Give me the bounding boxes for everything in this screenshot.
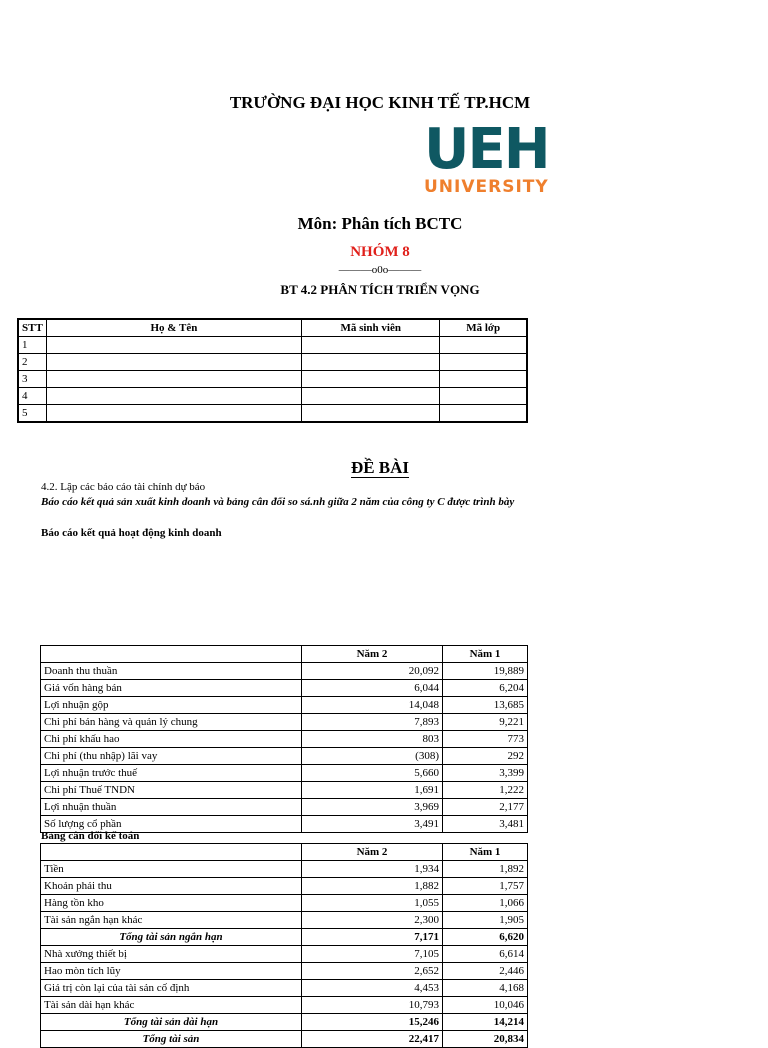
member-name xyxy=(46,371,301,388)
member-name xyxy=(46,354,301,371)
income-row xyxy=(41,714,528,731)
divider-text: ———o0o——— xyxy=(338,264,422,276)
group-name: NHÓM 8 xyxy=(350,244,410,260)
balance-total-row xyxy=(41,1031,528,1048)
header-student-id: Mã sinh viên xyxy=(302,319,440,337)
row-year-1: 1,222 xyxy=(443,782,528,799)
row-year-1: 1,757 xyxy=(443,878,528,895)
row-year-2: 7,105 xyxy=(302,946,443,963)
member-stt: 1 xyxy=(18,337,46,354)
member-name xyxy=(46,388,301,405)
school-name: TRƯỜNG ĐẠI HỌC KINH TẾ TP.HCM xyxy=(229,93,531,112)
income-statement-table xyxy=(40,645,528,833)
row-year-2: 14,048 xyxy=(302,697,443,714)
income-header-year-2: Năm 2 xyxy=(302,646,443,663)
row-year-1: 292 xyxy=(443,748,528,765)
income-row xyxy=(41,782,528,799)
row-label: Lợi nhuận gộp xyxy=(41,697,302,714)
balance-row xyxy=(41,895,528,912)
row-label: Khoản phải thu xyxy=(41,878,302,895)
balance-sheet-table xyxy=(40,843,528,1048)
row-year-2: 22,417 xyxy=(302,1031,443,1048)
balance-row xyxy=(41,946,528,963)
row-year-2: 3,969 xyxy=(302,799,443,816)
member-row xyxy=(18,354,527,371)
income-row xyxy=(41,748,528,765)
row-year-1: 1,905 xyxy=(443,912,528,929)
row-label: Doanh thu thuần xyxy=(41,663,302,680)
row-label: Hao mòn tích lũy xyxy=(41,963,302,980)
row-year-2: 3,491 xyxy=(302,816,443,833)
balance-header-year-1: Năm 1 xyxy=(443,844,528,861)
member-class-id xyxy=(440,388,527,405)
member-row xyxy=(18,388,527,405)
row-label: Chi phí (thu nhập) lãi vay xyxy=(41,748,302,765)
row-year-1: 13,685 xyxy=(443,697,528,714)
member-stt: 5 xyxy=(18,405,46,423)
row-label: Lợi nhuận trước thuế xyxy=(41,765,302,782)
row-label: Hàng tồn kho xyxy=(41,895,302,912)
row-label: Chi phí bán hàng và quản lý chung xyxy=(41,714,302,731)
row-label: Giá vốn hàng bán xyxy=(41,680,302,697)
income-row xyxy=(41,799,528,816)
member-class-id xyxy=(440,354,527,371)
row-year-1: 1,892 xyxy=(443,861,528,878)
balance-sheet-title: Bảng cân đối kế toán xyxy=(41,830,140,842)
row-year-1: 9,221 xyxy=(443,714,528,731)
row-label: Số lượng cổ phần xyxy=(41,816,302,833)
subject-title: Môn: Phân tích BCTC xyxy=(297,214,463,233)
problem-title-text: ĐỀ BÀI xyxy=(350,458,410,477)
member-row xyxy=(18,371,527,388)
logo-main-text: UEH xyxy=(424,117,549,182)
row-label: Lợi nhuận thuần xyxy=(41,799,302,816)
row-label: Chi phí khấu hao xyxy=(41,731,302,748)
balance-row xyxy=(41,963,528,980)
balance-row xyxy=(41,912,528,929)
row-year-1: 2,177 xyxy=(443,799,528,816)
row-label: Giá trị còn lại của tài sản cố định xyxy=(41,980,302,997)
row-label: Tiền xyxy=(41,861,302,878)
income-header-label xyxy=(41,646,302,663)
member-student-id xyxy=(302,354,440,371)
row-year-1: 1,066 xyxy=(443,895,528,912)
member-class-id xyxy=(440,371,527,388)
row-year-1: 3,481 xyxy=(443,816,528,833)
income-statement-title: Báo cáo kết quả hoạt động kinh doanh xyxy=(41,527,222,539)
row-year-2: 2,652 xyxy=(302,963,443,980)
member-name xyxy=(46,405,301,423)
member-row xyxy=(18,405,527,423)
row-year-2: 15,246 xyxy=(302,1014,443,1031)
member-class-id xyxy=(440,337,527,354)
members-table xyxy=(17,318,528,423)
balance-row xyxy=(41,861,528,878)
row-year-2: 6,044 xyxy=(302,680,443,697)
row-year-1: 14,214 xyxy=(443,1014,528,1031)
member-stt: 4 xyxy=(18,388,46,405)
problem-title xyxy=(0,458,760,478)
balance-subtotal-row xyxy=(41,1014,528,1031)
balance-row xyxy=(41,980,528,997)
row-year-2: 20,092 xyxy=(302,663,443,680)
members-header-row xyxy=(18,319,527,337)
row-label: Tài sản dài hạn khác xyxy=(41,997,302,1014)
row-year-1: 6,614 xyxy=(443,946,528,963)
member-student-id xyxy=(302,405,440,423)
row-year-1: 3,399 xyxy=(443,765,528,782)
row-year-2: 1,691 xyxy=(302,782,443,799)
income-header-row xyxy=(41,646,528,663)
row-year-2: 803 xyxy=(302,731,443,748)
problem-line-1: 4.2. Lập các báo cáo tài chính dự báo xyxy=(41,481,206,493)
row-label: Tài sản ngắn hạn khác xyxy=(41,912,302,929)
member-student-id xyxy=(302,388,440,405)
row-label: Tổng tài sản ngắn hạn xyxy=(41,929,302,946)
member-class-id xyxy=(440,405,527,423)
row-year-2: (308) xyxy=(302,748,443,765)
row-label: Nhà xưởng thiết bị xyxy=(41,946,302,963)
row-year-2: 7,171 xyxy=(302,929,443,946)
row-year-2: 7,893 xyxy=(302,714,443,731)
row-label: Tổng tài sản xyxy=(41,1031,302,1048)
balance-subtotal-row xyxy=(41,929,528,946)
row-label: Chi phí Thuế TNDN xyxy=(41,782,302,799)
balance-header-label xyxy=(41,844,302,861)
balance-header-row xyxy=(41,844,528,861)
row-year-1: 4,168 xyxy=(443,980,528,997)
row-year-1: 19,889 xyxy=(443,663,528,680)
balance-row xyxy=(41,878,528,895)
row-year-2: 10,793 xyxy=(302,997,443,1014)
row-year-2: 2,300 xyxy=(302,912,443,929)
row-year-1: 2,446 xyxy=(443,963,528,980)
header-class-id: Mã lớp xyxy=(440,319,527,337)
member-stt: 3 xyxy=(18,371,46,388)
row-label: Tổng tài sản dài hạn xyxy=(41,1014,302,1031)
problem-line-2: Báo cáo kết quả sản xuất kinh doanh và bảng cân đối so sá.nh giữa 2 năm của công ty C được trình bày xyxy=(41,496,515,508)
header-stt: STT xyxy=(18,319,46,337)
row-year-1: 773 xyxy=(443,731,528,748)
income-header-year-1: Năm 1 xyxy=(443,646,528,663)
member-student-id xyxy=(302,371,440,388)
row-year-1: 10,046 xyxy=(443,997,528,1014)
row-year-2: 1,882 xyxy=(302,878,443,895)
row-year-2: 1,055 xyxy=(302,895,443,912)
row-year-1: 6,204 xyxy=(443,680,528,697)
balance-row xyxy=(41,997,528,1014)
logo-sub-text: UNIVERSITY xyxy=(424,177,549,197)
row-year-2: 1,934 xyxy=(302,861,443,878)
row-year-1: 6,620 xyxy=(443,929,528,946)
member-stt: 2 xyxy=(18,354,46,371)
income-row xyxy=(41,765,528,782)
header-name: Họ & Tên xyxy=(46,319,301,337)
balance-header-year-2: Năm 2 xyxy=(302,844,443,861)
member-row xyxy=(18,337,527,354)
row-year-2: 4,453 xyxy=(302,980,443,997)
assignment-title: BT 4.2 PHÂN TÍCH TRIỂN VỌNG xyxy=(280,282,480,297)
income-row xyxy=(41,731,528,748)
income-row xyxy=(41,680,528,697)
member-student-id xyxy=(302,337,440,354)
income-row xyxy=(41,663,528,680)
ueh-logo xyxy=(424,117,549,197)
row-year-2: 5,660 xyxy=(302,765,443,782)
income-row xyxy=(41,697,528,714)
row-year-1: 20,834 xyxy=(443,1031,528,1048)
member-name xyxy=(46,337,301,354)
